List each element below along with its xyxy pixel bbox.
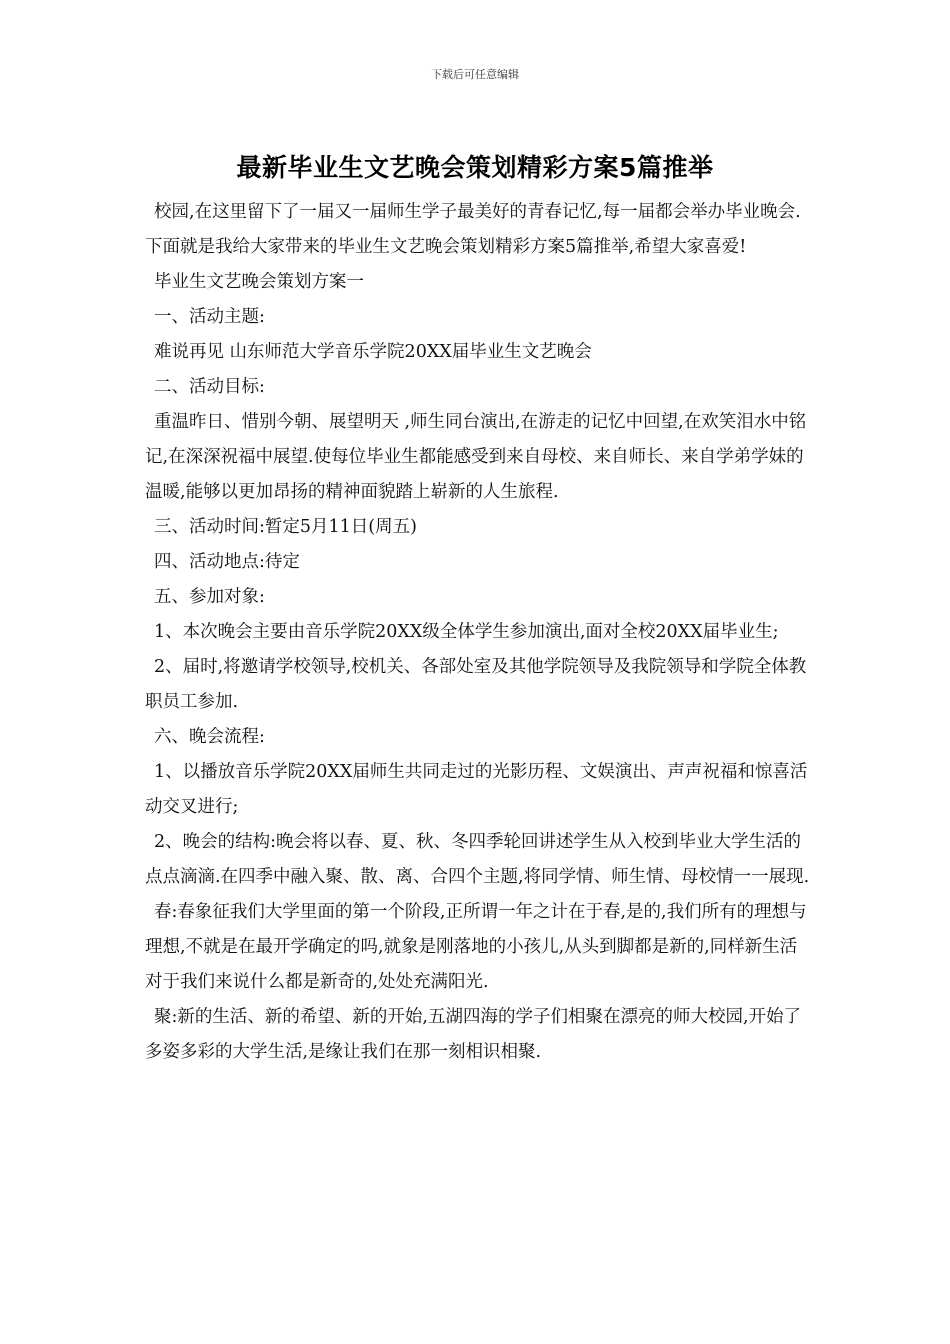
item-heading: 四、活动地点:待定 [154,552,300,572]
item-heading: 一、活动主题: [154,307,265,327]
intro-paragraph: 校园,在这里留下了一届又一届师生学子最美好的青春记忆,每一届都会举办毕业晚会.下面就是我给大家带来的毕业生文艺晚会策划精彩方案5篇推举,希望大家喜爱! [145,202,801,257]
paragraph: 2、届时,将邀请学校领导,校机关、各部处室及其他学院领导及我院领导和学院全体教职员工参加. [145,657,807,712]
paragraph: 1、本次晚会主要由音乐学院20XX级全体学生参加演出,面对全校20XX届毕业生; [154,622,779,642]
paragraph: 难说再见 山东师范大学音乐学院20XX届毕业生文艺晚会 [154,342,592,362]
paragraph: 1、以播放音乐学院20XX届师生共同走过的光影历程、文娱演出、声声祝福和惊喜活动交叉进行; [145,762,808,817]
page-title: 最新毕业生文艺晚会策划精彩方案5篇推举 [236,153,714,182]
paragraph: 聚:新的生活、新的希望、新的开始,五湖四海的学子们相聚在漂亮的师大校园,开始了多姿多彩的大学生活,是缘让我们在那一刻相识相聚. [145,1007,802,1062]
section-heading: 毕业生文艺晚会策划方案一 [154,272,364,292]
item-heading: 五、参加对象: [154,587,265,607]
item-heading: 二、活动目标: [154,377,265,397]
item-heading: 六、晚会流程: [154,727,265,747]
paragraph: 春:春象征我们大学里面的第一个阶段,正所谓一年之计在于春,是的,我们所有的理想与理想,不就是在最开学确定的吗,就象是刚落地的小孩儿,从头到脚都是新的,同样新生活对于我们来说什么都是新奇的,处处充满阳光. [145,902,807,992]
header-note: 下载后可任意编辑 [431,68,519,81]
document-body [145,195,813,1070]
paragraph: 重温昨日、惜别今朝、展望明天 ,师生同台演出,在游走的记忆中回望,在欢笑泪水中铭记,在深深祝福中展望.使每位毕业生都能感受到来自母校、来自师长、来自学弟学妹的温暖,能够以更加昂扬的精神面貌踏上崭新的人生旅程. [145,412,807,502]
paragraph: 2、晚会的结构:晚会将以春、夏、秋、冬四季轮回讲述学生从入校到毕业大学生活的点点滴滴.在四季中融入聚、散、离、合四个主题,将同学情、师生情、母校情一一展现. [145,832,810,887]
item-heading: 三、活动时间:暂定5月11日(周五) [154,517,417,537]
